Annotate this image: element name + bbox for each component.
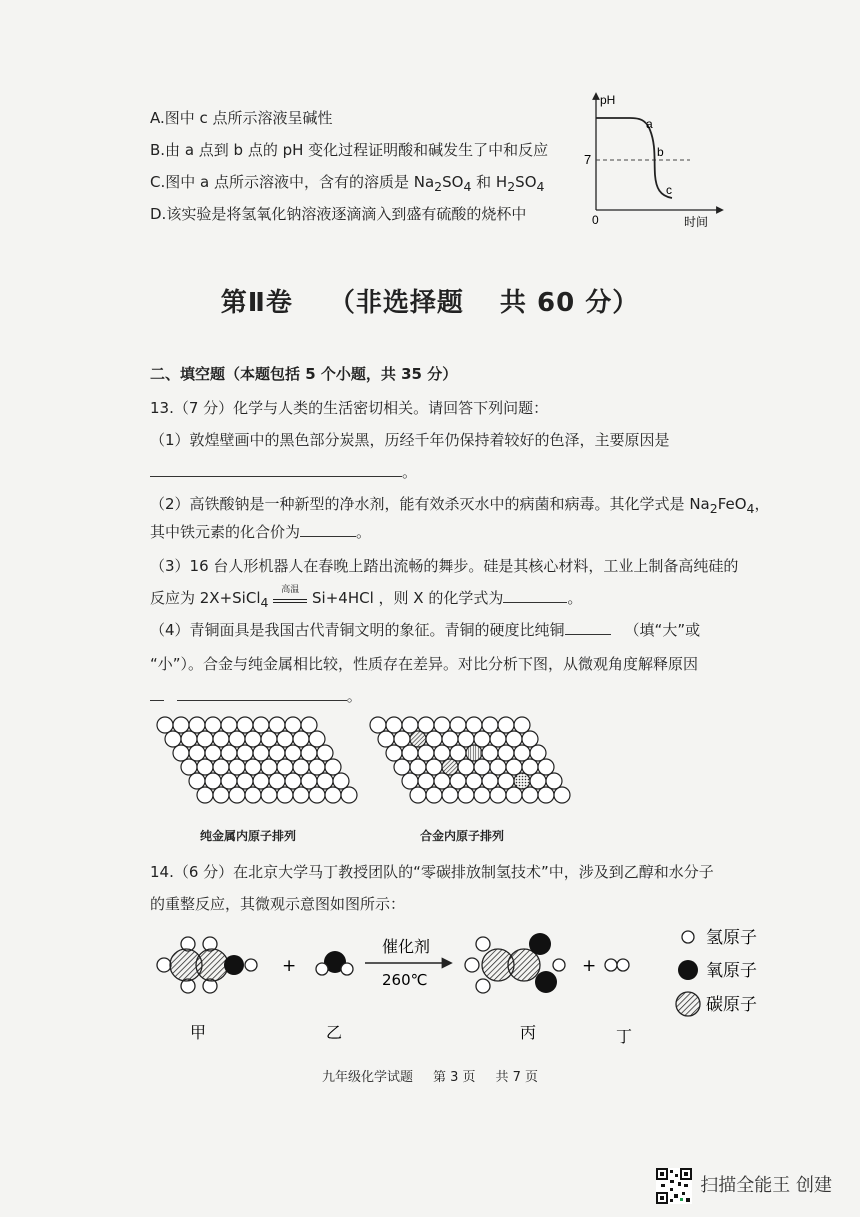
atom — [213, 759, 229, 775]
answer-blank[interactable] — [177, 686, 347, 701]
scanner-watermark — [656, 1168, 832, 1204]
atom — [490, 759, 506, 775]
atom — [474, 787, 490, 803]
atom — [229, 731, 245, 747]
atom — [506, 787, 522, 803]
hydrogen-molecule — [605, 959, 629, 971]
atom — [394, 731, 410, 747]
atom — [490, 787, 506, 803]
atom — [426, 759, 442, 775]
answer-blank[interactable] — [150, 462, 402, 477]
atom — [245, 787, 261, 803]
atom — [506, 759, 522, 775]
q13-p2-line1: （2）高铁酸钠是一种新型的净水剂，能有效杀灭水中的病菌和病毒。其化学式是 $Na_2FeO_4$， — [150, 495, 770, 516]
legend-oxygen: 氧原子 — [706, 961, 757, 981]
q13-p2-line2: 其中铁元素的化合价为 。 — [150, 523, 372, 541]
atom — [325, 787, 341, 803]
option-c: C.图中 a 点所示溶液中，含有的溶质是 $Na_2SO_4$ 和 $H_2SO_4$ — [150, 173, 545, 194]
atom — [378, 731, 394, 747]
caption-alloy: 合金内原子排列 — [420, 829, 505, 843]
atom — [426, 731, 442, 747]
catalyst-label: 催化剂 — [382, 937, 431, 956]
atom — [285, 773, 301, 789]
atom — [410, 787, 426, 803]
caption-pure-metal: 纯金属内原子排列 — [200, 829, 297, 843]
atom — [530, 745, 546, 761]
atom — [522, 731, 538, 747]
legend-carbon: 碳原子 — [706, 995, 757, 1015]
x-axis-label: 时间 — [684, 215, 709, 229]
q13-p3-line1: （3）16 台人形机器人在春晚上踏出流畅的舞步。硅是其核心材料，工业上制备高纯硅的 — [150, 557, 739, 575]
point-c-label: c — [666, 183, 672, 197]
atom — [285, 745, 301, 761]
atom — [370, 717, 386, 733]
atom — [173, 745, 189, 761]
atom — [181, 731, 197, 747]
atom — [482, 773, 498, 789]
atom — [309, 731, 325, 747]
ref-label: 7 — [584, 152, 592, 167]
atom — [506, 731, 522, 747]
atom — [189, 773, 205, 789]
atom — [317, 773, 333, 789]
atom — [418, 717, 434, 733]
atom — [253, 717, 269, 733]
q13-stem: 13.（7 分）化学与人类的生活密切相关。请回答下列问题： — [150, 399, 549, 417]
q13-p4-blank-line: 。 — [150, 686, 362, 706]
atom — [458, 731, 474, 747]
atom — [325, 759, 341, 775]
atom — [181, 759, 197, 775]
atom — [197, 759, 213, 775]
atom — [237, 717, 253, 733]
atom — [293, 731, 309, 747]
origin-label: 0 — [592, 213, 599, 227]
label-yi: 乙 — [326, 1023, 343, 1042]
atom — [237, 773, 253, 789]
atom — [410, 759, 426, 775]
q13-p1-blank-line: 。 — [150, 462, 417, 482]
atom — [514, 717, 530, 733]
atom — [402, 773, 418, 789]
atom — [514, 745, 530, 761]
atom — [514, 773, 530, 789]
q13-p1: （1）敦煌壁画中的黑色部分炭黑，历经千年仍保持着较好的色泽，主要原因是 — [150, 431, 670, 449]
atom — [197, 787, 213, 803]
product-molecule — [465, 933, 565, 993]
atom — [213, 787, 229, 803]
atom — [245, 731, 261, 747]
atom — [189, 745, 205, 761]
qr-code-icon — [656, 1168, 692, 1204]
option-b: B.由 a 点到 b 点的 pH 变化过程证明酸和碱发生了中和反应 — [150, 141, 549, 159]
page-footer — [0, 1068, 860, 1088]
atom — [434, 745, 450, 761]
atom — [301, 745, 317, 761]
label-ding: 丁 — [616, 1027, 633, 1046]
atom — [277, 759, 293, 775]
section-title: 第Ⅱ卷 （非选择题 共 60 分） — [220, 288, 640, 318]
atom — [253, 773, 269, 789]
atom — [269, 717, 285, 733]
point-a-label: a — [646, 117, 653, 131]
atom — [269, 773, 285, 789]
atom — [498, 745, 514, 761]
atom — [301, 773, 317, 789]
part2-heading: 二、填空题（本题包括 5 个小题，共 35 分） — [150, 365, 458, 383]
atom — [285, 717, 301, 733]
atom — [205, 745, 221, 761]
plus-sign: + — [582, 956, 597, 976]
q14-line2: 的重整反应，其微观示意图如图所示： — [150, 895, 406, 913]
atom — [402, 745, 418, 761]
alloy-lattice — [368, 715, 578, 820]
atom — [317, 745, 333, 761]
atom — [434, 717, 450, 733]
atom — [386, 745, 402, 761]
atom — [221, 773, 237, 789]
q13-p4-line1: （4）青铜面具是我国古代青铜文明的象征。青铜的硬度比纯铜 （填“大”或 — [150, 621, 701, 639]
ethanol-molecule — [157, 937, 257, 993]
atom — [466, 745, 482, 761]
answer-blank[interactable] — [503, 588, 567, 603]
point-b-label: b — [657, 145, 664, 159]
atom — [402, 717, 418, 733]
atom — [309, 759, 325, 775]
atom — [442, 759, 458, 775]
atom — [173, 717, 189, 733]
atom — [205, 773, 221, 789]
atom — [261, 759, 277, 775]
atom — [293, 759, 309, 775]
atom — [221, 717, 237, 733]
answer-blank-lead — [150, 686, 164, 701]
atom — [165, 731, 181, 747]
atom — [157, 717, 173, 733]
answer-blank[interactable] — [565, 620, 611, 635]
atom — [458, 759, 474, 775]
atom — [394, 759, 410, 775]
atom — [482, 745, 498, 761]
temperature-label: 260℃ — [382, 971, 428, 989]
label-jia: 甲 — [190, 1023, 207, 1042]
atom — [522, 759, 538, 775]
atom — [450, 717, 466, 733]
reaction-condition: 高温 — [273, 597, 307, 603]
atom — [418, 773, 434, 789]
atom — [269, 745, 285, 761]
atom — [458, 787, 474, 803]
water-molecule — [316, 951, 353, 975]
atom — [277, 731, 293, 747]
atom — [538, 787, 554, 803]
atom — [386, 717, 402, 733]
q13-p4-line2: “小”）。合金与纯金属相比较，性质存在差异。对比分析下图，从微观角度解释原因 — [150, 655, 699, 673]
atom — [205, 717, 221, 733]
atom — [474, 759, 490, 775]
atom — [442, 731, 458, 747]
atom — [229, 787, 245, 803]
atom — [450, 745, 466, 761]
atom — [410, 731, 426, 747]
atom — [498, 773, 514, 789]
footer-subject: 九年级化学试题 — [321, 1070, 413, 1085]
atom — [498, 717, 514, 733]
atom — [277, 787, 293, 803]
pure-metal-lattice — [155, 715, 355, 820]
legend-hydrogen: 氢原子 — [706, 928, 757, 948]
atom — [482, 717, 498, 733]
atom — [261, 731, 277, 747]
plus-sign: + — [282, 956, 297, 976]
atom — [221, 745, 237, 761]
atom — [466, 717, 482, 733]
y-axis-label: pH — [600, 93, 616, 107]
atom — [333, 773, 349, 789]
atom — [490, 731, 506, 747]
atom — [434, 773, 450, 789]
atom — [213, 731, 229, 747]
atom — [253, 745, 269, 761]
q14-line1: 14.（6 分）在北京大学马丁教授团队的“零碳排放制氢技术”中，涉及到乙醇和水分子 — [150, 863, 714, 881]
atom — [554, 787, 570, 803]
atom — [261, 787, 277, 803]
reaction-diagram — [150, 922, 800, 1052]
atom — [466, 773, 482, 789]
atom — [293, 787, 309, 803]
atom — [245, 759, 261, 775]
option-d: D.该实验是将氢氧化钠溶液逐滴滴入到盛有硫酸的烧杯中 — [150, 205, 527, 223]
atom — [546, 773, 562, 789]
atom — [450, 773, 466, 789]
atom — [197, 731, 213, 747]
atom — [341, 787, 357, 803]
atom — [442, 787, 458, 803]
atom — [229, 759, 245, 775]
watermark-text: 扫描全能王 创建 — [700, 1175, 832, 1196]
atom — [538, 759, 554, 775]
answer-blank[interactable] — [300, 522, 356, 537]
label-bing: 丙 — [520, 1023, 537, 1042]
atom — [189, 717, 205, 733]
atom — [418, 745, 434, 761]
atom — [474, 731, 490, 747]
atom — [309, 787, 325, 803]
atom — [530, 773, 546, 789]
q13-p3-line2: 反应为 2X+SiCl$_4$ 高温 Si+4HCl ，则 X 的化学式为 。 — [150, 585, 583, 610]
ph-chart — [560, 90, 730, 235]
atom — [426, 787, 442, 803]
atom — [237, 745, 253, 761]
legend — [676, 928, 757, 1016]
atom — [301, 717, 317, 733]
footer-page: 第 3 页 — [432, 1070, 476, 1085]
footer-total: 共 7 页 — [495, 1070, 539, 1085]
option-a: A.图中 c 点所示溶液呈碱性 — [150, 109, 333, 127]
atom — [522, 787, 538, 803]
